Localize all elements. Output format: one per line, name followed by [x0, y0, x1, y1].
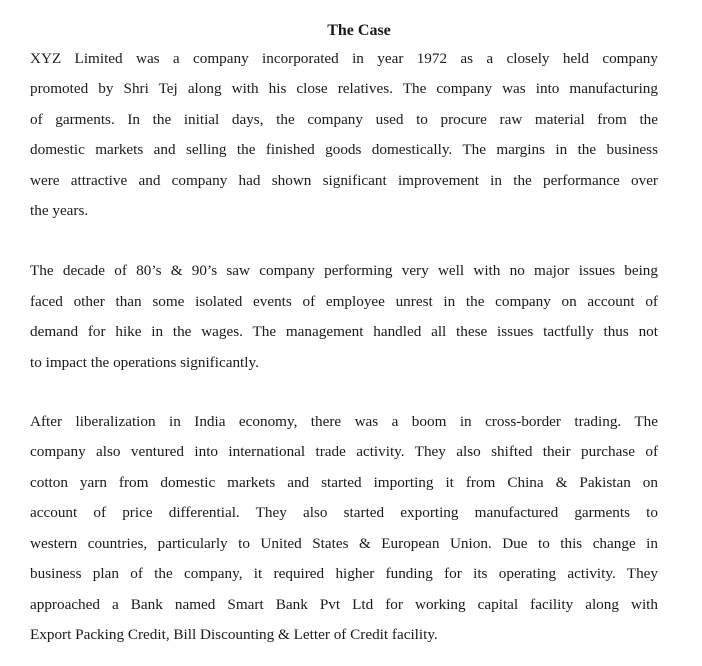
text-line: The decade of 80’s & 90’s saw company performing very well with no major issues being — [30, 262, 658, 280]
text-line: domestic markets and selling the finished goods domestically. The margins in the business — [30, 141, 658, 159]
text-line: faced other than some isolated events of employee unrest in the company on account of — [30, 292, 658, 310]
document-title: The Case — [327, 22, 391, 39]
paragraph-company-background — [30, 44, 658, 226]
text-line: business plan of the company, it required higher funding for its operating activity. They — [30, 565, 658, 583]
text-line: the years. — [30, 202, 89, 220]
text-line: company also ventured into international trade activity. They also shifted their purchase of — [30, 443, 658, 461]
text-line: to impact the operations significantly. — [30, 353, 259, 371]
text-line: were attractive and company had shown significant improvement in the performance over — [30, 171, 658, 189]
text-line: demand for hike in the wages. The management handled all these issues tactfully thus not — [30, 323, 658, 341]
paragraph-decade-performance — [30, 256, 658, 378]
text-line: Export Packing Credit, Bill Discounting & Letter of Credit facility. — [30, 625, 438, 643]
text-line: XYZ Limited was a company incorporated in year 1972 as a closely held company — [30, 50, 658, 67]
text-line: promoted by Shri Tej along with his close relatives. The company was into manufacturing — [30, 80, 658, 98]
text-line: cotton yarn from domestic markets and started importing it from China & Pakistan on — [30, 473, 658, 491]
text-line: western countries, particularly to United States & European Union. Due to this change in — [30, 534, 658, 552]
text-line: of garments. In the initial days, the company used to procure raw material from the — [30, 110, 658, 128]
paragraph-liberalization — [30, 407, 658, 650]
text-line: approached a Bank named Smart Bank Pvt Ltd for working capital facility along with — [30, 595, 658, 613]
document-page — [30, 18, 658, 650]
text-line: account of price differential. They also started exporting manufactured garments to — [30, 504, 658, 522]
text-line: After liberalization in India economy, there was a boom in cross-border trading. The — [30, 413, 658, 431]
